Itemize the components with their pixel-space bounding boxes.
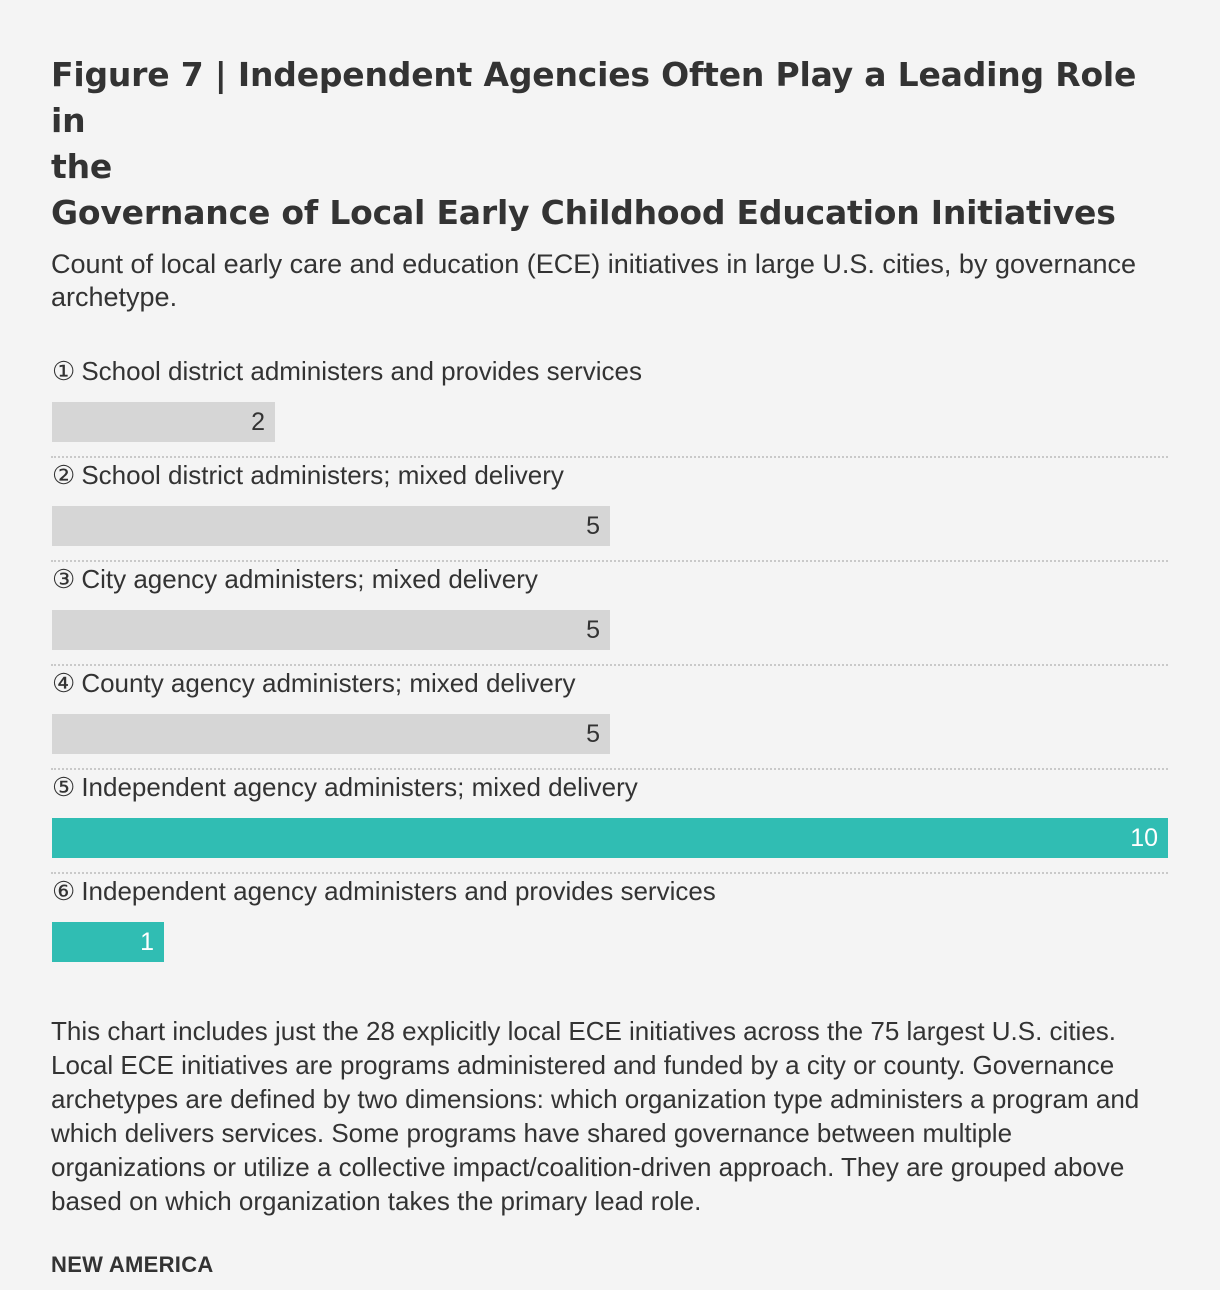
chart-row bbox=[51, 458, 1168, 562]
bar-track bbox=[52, 506, 1168, 546]
category-number-marker: ⑤ bbox=[52, 772, 76, 802]
bar-chart bbox=[51, 354, 1168, 978]
chart-row bbox=[51, 666, 1168, 770]
category-label-text: School district administers and provides services bbox=[81, 356, 642, 386]
bar-track bbox=[52, 922, 1168, 962]
bar bbox=[52, 506, 610, 546]
category-label bbox=[52, 770, 638, 804]
figure-title-line: Governance of Local Early Childhood Education Initiatives bbox=[51, 193, 1116, 232]
category-number-marker: ① bbox=[52, 356, 76, 386]
bar-value-label: 5 bbox=[586, 512, 600, 540]
bar-value-label: 1 bbox=[140, 928, 154, 956]
category-label bbox=[52, 354, 642, 388]
bar-value-label: 10 bbox=[1130, 824, 1158, 852]
bar bbox=[52, 402, 275, 442]
figure-title bbox=[51, 52, 1168, 236]
bar-track bbox=[52, 402, 1168, 442]
category-number-marker: ② bbox=[52, 460, 76, 490]
figure-subtitle: Count of local early care and education (ECE) initiatives in large U.S. cities, by governance archetype. bbox=[51, 249, 1137, 312]
bar bbox=[52, 818, 1168, 858]
brand-logo-text: NEW AMERICA bbox=[51, 1252, 214, 1277]
figure-title-line: the bbox=[51, 147, 113, 186]
bar-value-label: 5 bbox=[586, 720, 600, 748]
chart-note: This chart includes just the 28 explicitly local ECE initiatives across the 75 largest U.S. cities. Local ECE initiatives are programs administered and funded by a city or county. Governance archetypes are defined by two dimensions: which organization type administers a program and which delivers services. Some programs have shared governance between multiple organizations or utilize a collective impact/coalition-driven approach. They are grouped above based on which organization takes the primary lead role. bbox=[51, 1016, 1140, 1216]
category-label-text: County agency administers; mixed delivery bbox=[81, 668, 576, 698]
category-number-marker: ③ bbox=[52, 564, 76, 594]
category-label bbox=[52, 458, 564, 492]
category-label bbox=[52, 562, 538, 596]
bar-track bbox=[52, 714, 1168, 754]
category-label bbox=[52, 666, 576, 700]
bar-track bbox=[52, 818, 1168, 858]
chart-row bbox=[51, 770, 1168, 874]
category-label-text: Independent agency administers and provides services bbox=[81, 876, 716, 906]
category-label-text: Independent agency administers; mixed delivery bbox=[81, 772, 638, 802]
chart-row bbox=[51, 354, 1168, 458]
bar-track bbox=[52, 610, 1168, 650]
bar bbox=[52, 610, 610, 650]
bar-value-label: 2 bbox=[251, 408, 265, 436]
category-label-text: School district administers; mixed delivery bbox=[81, 460, 564, 490]
category-number-marker: ④ bbox=[52, 668, 76, 698]
category-label-text: City agency administers; mixed delivery bbox=[81, 564, 538, 594]
bar bbox=[52, 922, 164, 962]
category-label bbox=[52, 874, 716, 908]
chart-row bbox=[51, 562, 1168, 666]
figure-title-line: Figure 7 | Independent Agencies Often Play a Leading Role in bbox=[51, 55, 1137, 140]
category-number-marker: ⑥ bbox=[52, 876, 76, 906]
bar-value-label: 5 bbox=[586, 616, 600, 644]
chart-row bbox=[51, 874, 1168, 978]
bar bbox=[52, 714, 610, 754]
